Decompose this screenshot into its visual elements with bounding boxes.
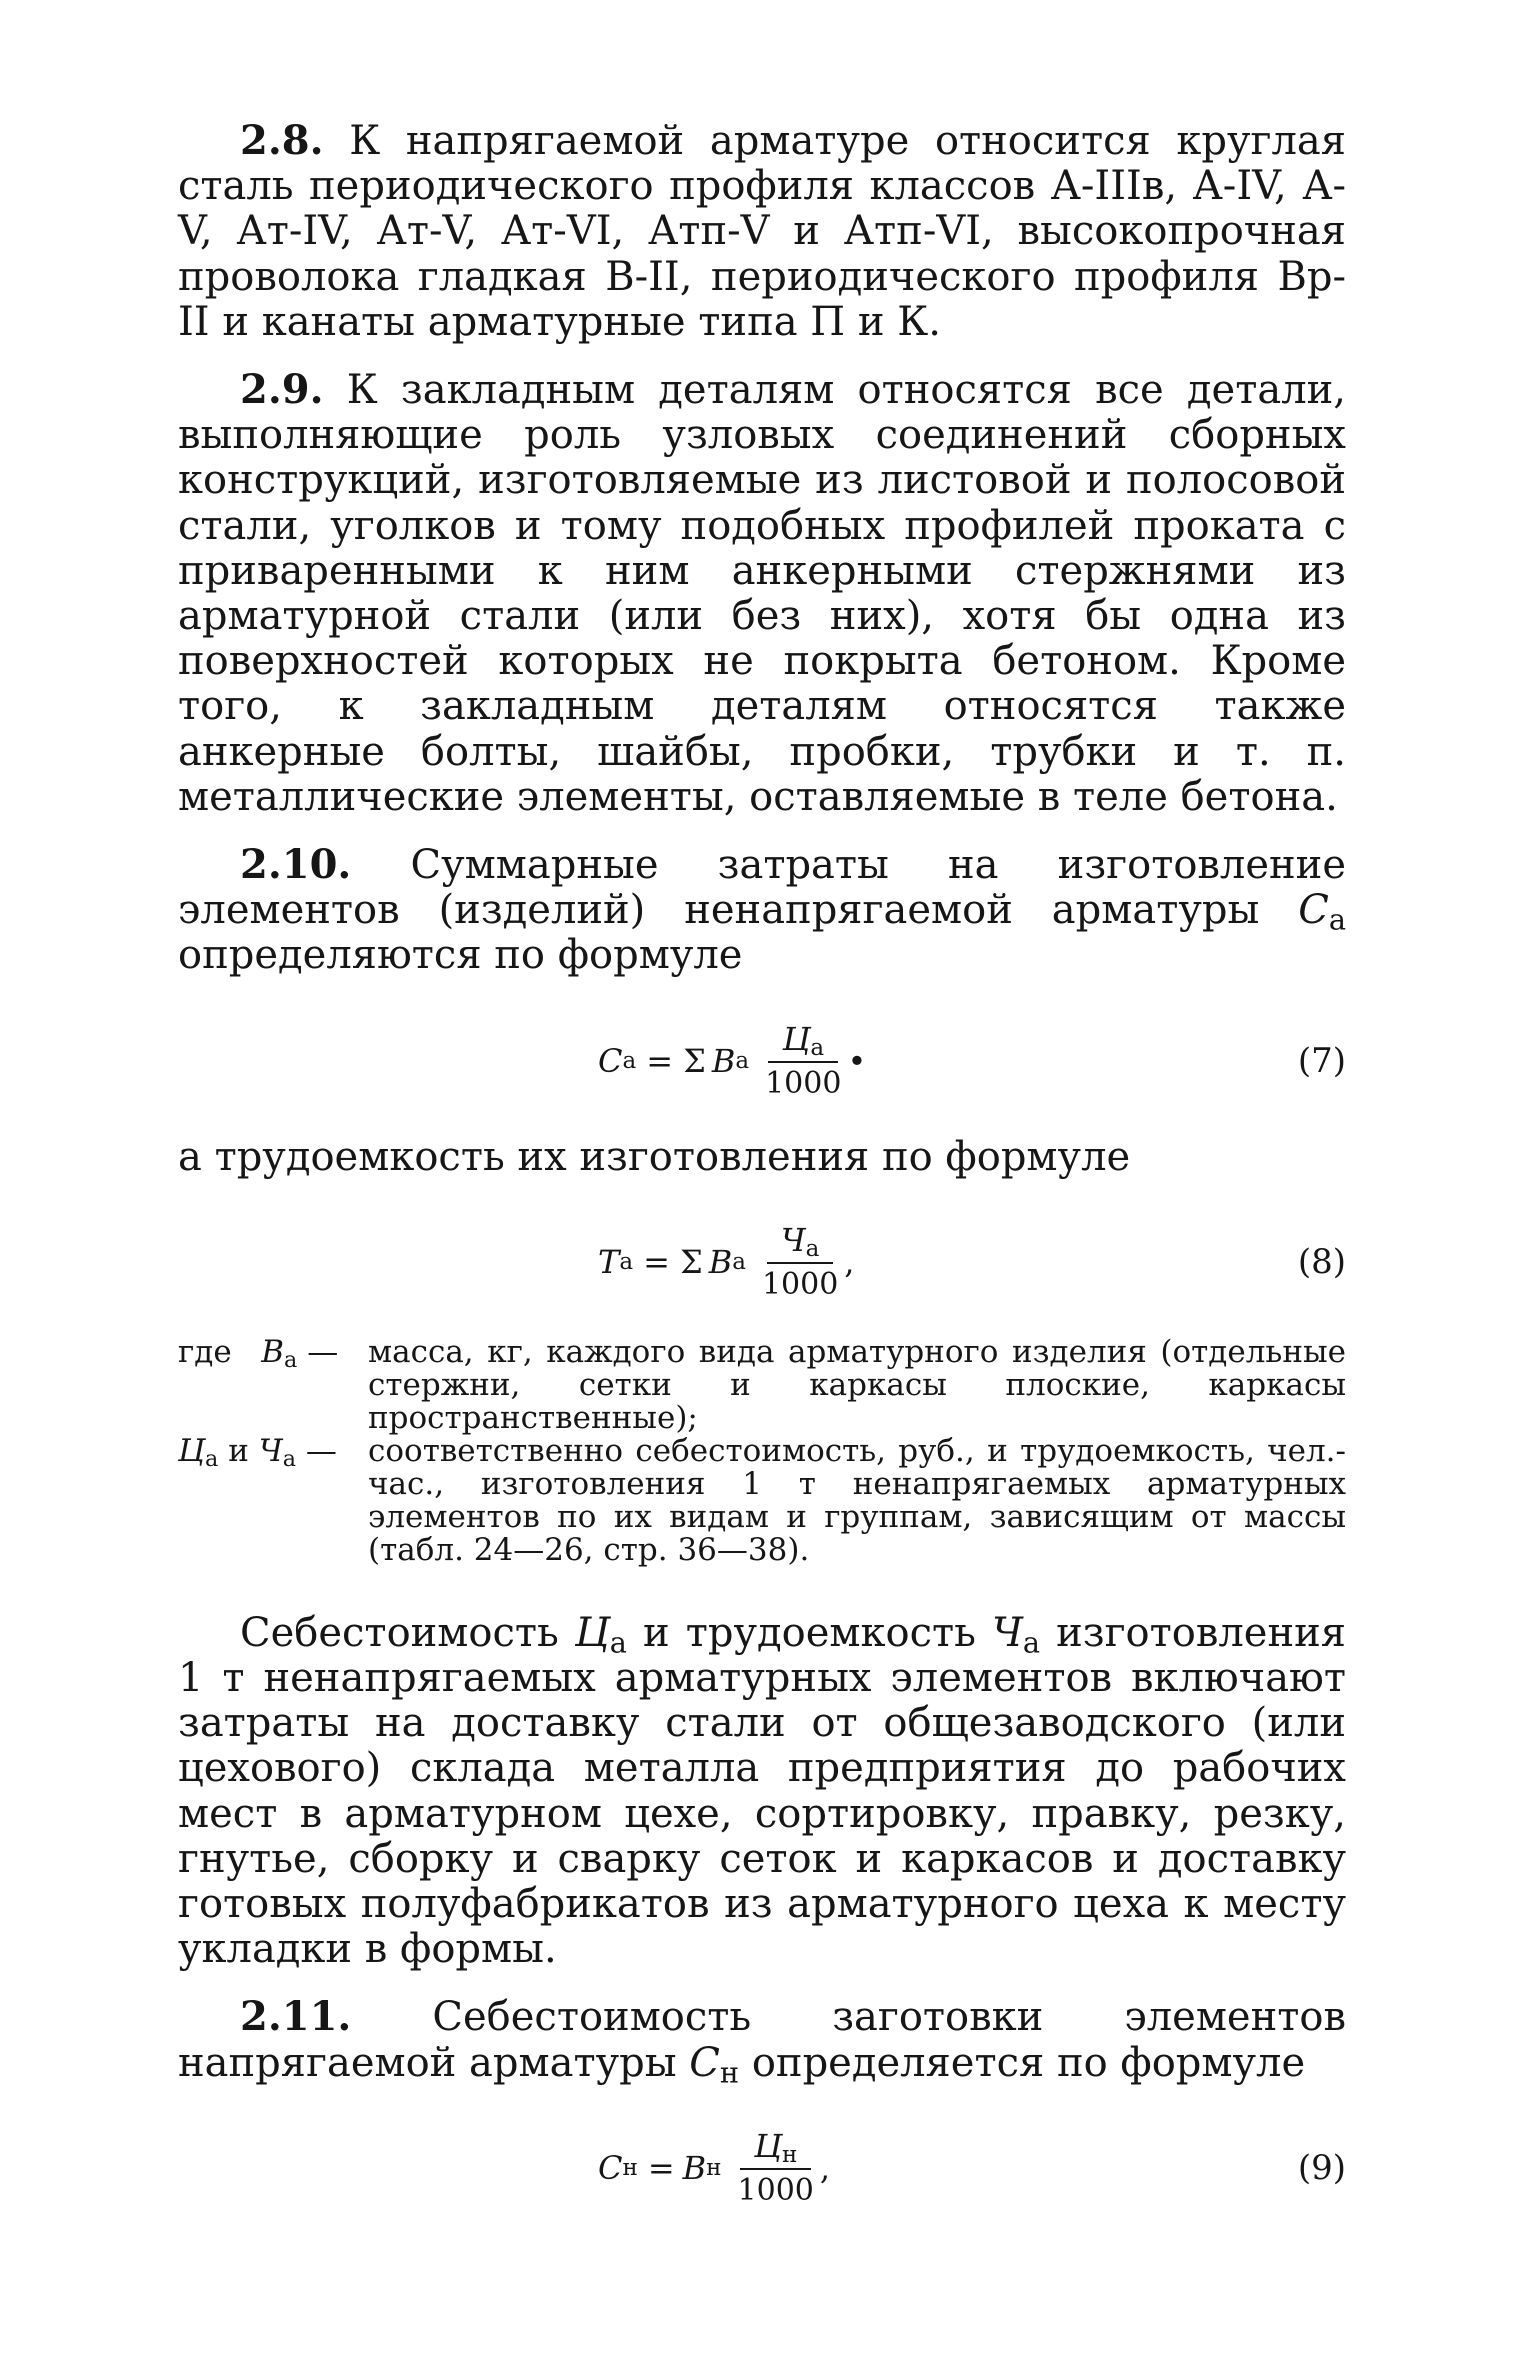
paragraph-2-9 bbox=[178, 367, 1346, 820]
where-dash: — bbox=[296, 1432, 337, 1469]
formula-tail: • bbox=[847, 1041, 867, 1080]
fraction-denominator: 1000 bbox=[737, 2172, 814, 2208]
section-number: 2.8. bbox=[240, 117, 324, 164]
fraction-numerator-subscript: а bbox=[810, 1034, 825, 1061]
formula-fraction bbox=[738, 2128, 814, 2208]
where-and: и bbox=[218, 1432, 259, 1469]
formula-variable: B bbox=[711, 1041, 736, 1080]
paragraph-text: изготовления 1 т ненапрягаемых арматурных элементов включают затраты на доставку стали от общезаводского (или цехового) склада металла предприятия до рабочих мест в арматурном цехе, сортировку, правку, резку, гнутье, сборку и сварку сеток и каркасов и доставку готовых полуфабрикатов из арматурного цеха к месту укладки в формы. bbox=[178, 1609, 1346, 1973]
where-text: соответственно себестоимость, руб., и трудоемкость, чел.-час., изготовления 1 т ненапрягаемых арматурных элементов по их видам и группам, зависящим от массы (табл. 24—26, стр. 36—38). bbox=[368, 1432, 1346, 1568]
section-number: 2.10. bbox=[240, 841, 352, 889]
formula-tail: , bbox=[844, 1242, 855, 1281]
symbol-subscript: а bbox=[1022, 1625, 1041, 1660]
paragraph-text: К закладным деталям относятся все детали, выполняющие роль узловых соединений сборных конструкций, изготовляемые из листовой и полосовой стали, уголков и тому подобных профилей проката с приваренными к ним анкерными стержнями из арматурной стали (или без них), хотя бы одна из поверхностей которых не покрыта бетоном. Кроме того, к закладным деталям относятся также анкерные болты, шайбы, пробки, трубки и т. п. металлические элементы, оставляемые в теле бетона. bbox=[178, 367, 1346, 820]
where-symbol: Ц bbox=[178, 1432, 206, 1469]
where-symbol: Ч bbox=[258, 1432, 283, 1469]
paragraph-text: определяются по формуле bbox=[178, 932, 743, 979]
formula-variable: B bbox=[682, 2148, 707, 2187]
paragraph-between bbox=[178, 1135, 1346, 1180]
formula-operator: = Σ bbox=[643, 1242, 703, 1281]
paragraph-text: а трудоемкость их изготовления по формуле bbox=[178, 1133, 1131, 1180]
formula-operator: = bbox=[647, 2148, 675, 2187]
formula-number: (9) bbox=[1297, 2147, 1346, 2188]
formula-tail: , bbox=[819, 2148, 831, 2187]
where-word: где bbox=[178, 1333, 232, 1370]
fraction-denominator: 1000 bbox=[761, 1266, 839, 1302]
symbol: C bbox=[1298, 887, 1329, 934]
formula-operator: = Σ bbox=[646, 1041, 706, 1080]
where-dash: — bbox=[297, 1333, 339, 1370]
formula-fraction bbox=[765, 1021, 841, 1101]
paragraph-text: Суммарные затраты на изготовление элементов (изделий) ненапрягаемой арматуры bbox=[178, 842, 1346, 934]
where-symbol-subscript: а bbox=[284, 1346, 298, 1373]
formula-number: (7) bbox=[1297, 1040, 1346, 1081]
fraction-numerator: Ц bbox=[782, 1019, 811, 1058]
paragraph-text: и трудоемкость bbox=[643, 1609, 976, 1656]
symbol-subscript: а bbox=[1328, 902, 1347, 937]
where-row-mass bbox=[178, 1333, 1346, 1436]
symbol: Ч bbox=[991, 1609, 1023, 1656]
paragraph-text: определяется по формуле bbox=[751, 2039, 1306, 2086]
formula-number: (8) bbox=[1297, 1241, 1346, 1282]
section-number: 2.11. bbox=[240, 1993, 352, 2041]
fraction-denominator: 1000 bbox=[765, 1065, 842, 1101]
formula-9: C н = B н $\frac{Ц_н}{1000}$ , (9) bbox=[178, 2108, 1346, 2228]
formula-lhs: C bbox=[598, 2148, 623, 2187]
where-symbol: B bbox=[261, 1333, 285, 1370]
fraction-numerator-subscript: а bbox=[805, 1235, 820, 1262]
formula-lhs: C bbox=[598, 1041, 623, 1080]
fraction-numerator: Ч bbox=[780, 1220, 806, 1259]
where-symbol-subscript: а bbox=[205, 1445, 219, 1472]
formula-fraction bbox=[762, 1222, 838, 1302]
where-lead bbox=[178, 1432, 368, 1567]
paragraph-text: Себестоимость заготовки элементов напрягаемой арматуры bbox=[178, 1994, 1346, 2086]
section-number: 2.9. bbox=[240, 366, 324, 414]
symbol-subscript: н bbox=[719, 2055, 740, 2090]
formula-7: C а = Σ B а $\frac{Ц_а}{1000}$ • (7) bbox=[178, 1001, 1346, 1121]
where-block bbox=[178, 1333, 1346, 1568]
formula-variable: B bbox=[708, 1242, 733, 1281]
where-lead bbox=[178, 1333, 368, 1435]
fraction-numerator-subscript: н bbox=[781, 2141, 798, 2168]
formula-8: T а = Σ B а $\frac{Ч_а}{1000}$ , (8) bbox=[178, 1202, 1346, 1322]
fraction-numerator: Ц bbox=[754, 2126, 782, 2165]
where-text: масса, кг, каждого вида арматурного изделия (отдельные стержни, сетки и каркасы плоские, каркасы пространственные); bbox=[368, 1333, 1346, 1436]
paragraph-2-11 bbox=[178, 1993, 1346, 2090]
where-row-cost bbox=[178, 1432, 1346, 1568]
where-symbol-subscript: а bbox=[282, 1445, 297, 1472]
symbol: Ц bbox=[574, 1609, 610, 1656]
paragraph-text: Себестоимость bbox=[240, 1609, 559, 1656]
paragraph-2-10 bbox=[178, 842, 1346, 979]
symbol: C bbox=[689, 2039, 720, 2086]
formula-lhs: T bbox=[598, 1242, 620, 1281]
paragraph-2-8 bbox=[178, 118, 1346, 345]
symbol-subscript: а bbox=[609, 1625, 627, 1660]
paragraph-cost bbox=[178, 1611, 1346, 1973]
paragraph-text: К напрягаемой арматуре относится круглая сталь периодического профиля классов А-IIIв, А-IV, А-V, Ат-IV, Ат-V, Ат-VI, Атп-V и Атп-VI, высокопрочная проволока гладкая В-II, периодического профиля Вр-II и канаты арматурные типа П и К. bbox=[178, 118, 1347, 345]
